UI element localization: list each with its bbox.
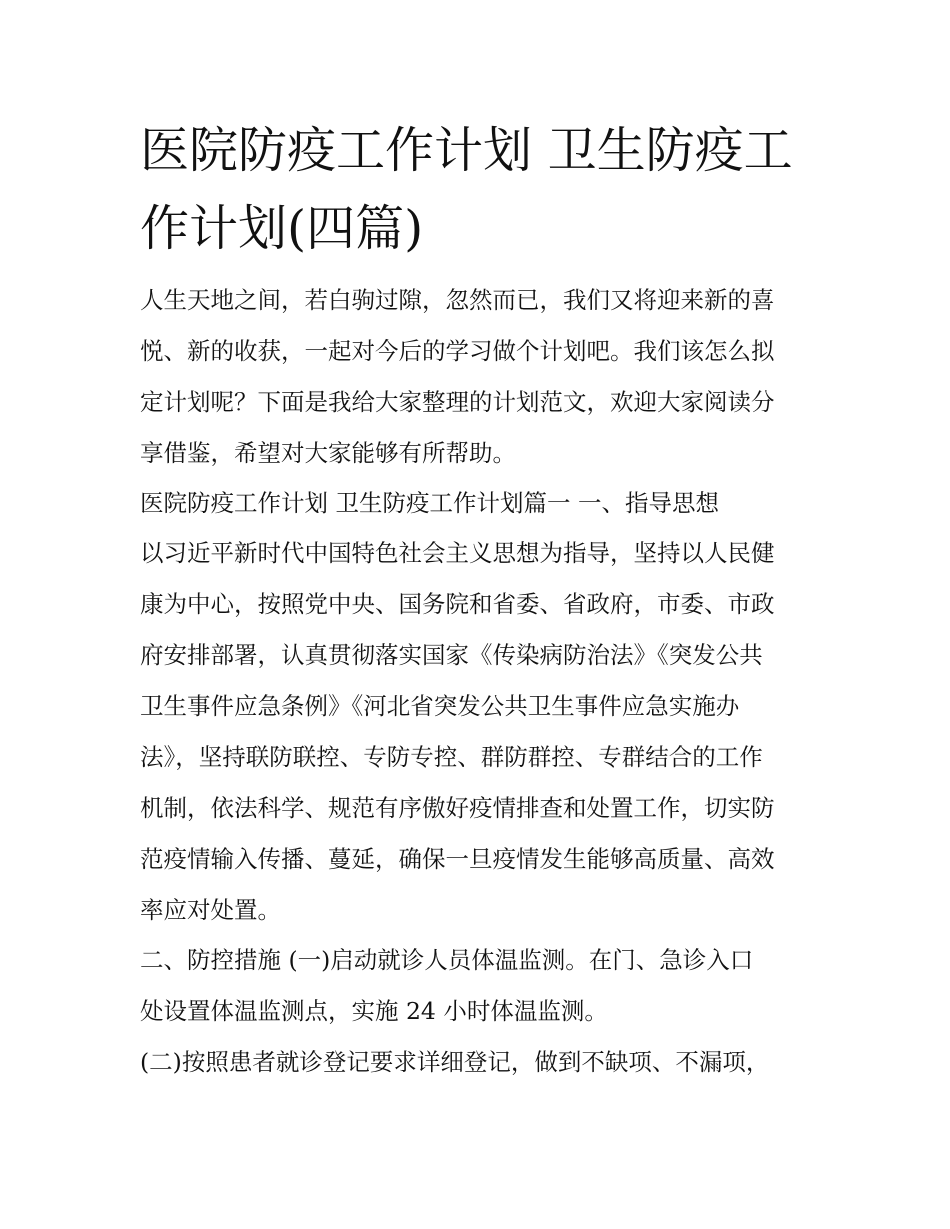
title-line: 医院防疫工作计划 卫生防疫工 — [140, 122, 793, 179]
body-line: 处设置体温监测点，实施 24 小时体温监测。 — [140, 997, 608, 1025]
body-line: 府安排部署，认真贯彻落实国家《传染病防治法》《突发公共 — [140, 641, 763, 669]
body-line: 人生天地之间，若白驹过隙，忽然而已，我们又将迎来新的喜 — [140, 286, 775, 314]
body-line: 率应对处置。 — [140, 896, 281, 924]
body-line: 悦、新的收获，一起对今后的学习做个计划吧。我们该怎么拟 — [140, 337, 775, 365]
document-title — [140, 112, 830, 268]
body-line: 机制，依法科学、规范有序傲好疫情排查和处置工作，切实防 — [140, 794, 775, 822]
body-line: 二、防控措施 (一)启动就诊人员体温监测。在门、急诊入口 — [140, 946, 754, 974]
body-line: 卫生事件应急条例》《河北省突发公共卫生事件应急实施办 — [140, 692, 740, 720]
body-line: 享借鉴，希望对大家能够有所帮助。 — [140, 439, 516, 467]
body-line: 法》，坚持联防联控、专防专控、群防群控、专群结合的工作 — [140, 743, 763, 771]
body-line: (二)按照患者就诊登记要求详细登记，做到不缺项、不漏项， — [140, 1048, 770, 1076]
body-line: 以习近平新时代中国特色社会主义思想为指导，坚持以人民健 — [140, 539, 775, 567]
body-line: 定计划呢？下面是我给大家整理的计划范文，欢迎大家阅读分 — [140, 388, 775, 416]
body-line: 康为中心，按照党中央、国务院和省委、省政府，市委、市政 — [140, 590, 775, 618]
title-line: 作计划(四篇) — [140, 200, 424, 257]
body-line: 范疫情输入传播、蔓延，确保一旦疫情发生能够高质量、高效 — [140, 845, 775, 873]
section-heading-line: 医院防疫工作计划 卫生防疫工作计划篇一 一、指导思想 — [140, 489, 719, 517]
